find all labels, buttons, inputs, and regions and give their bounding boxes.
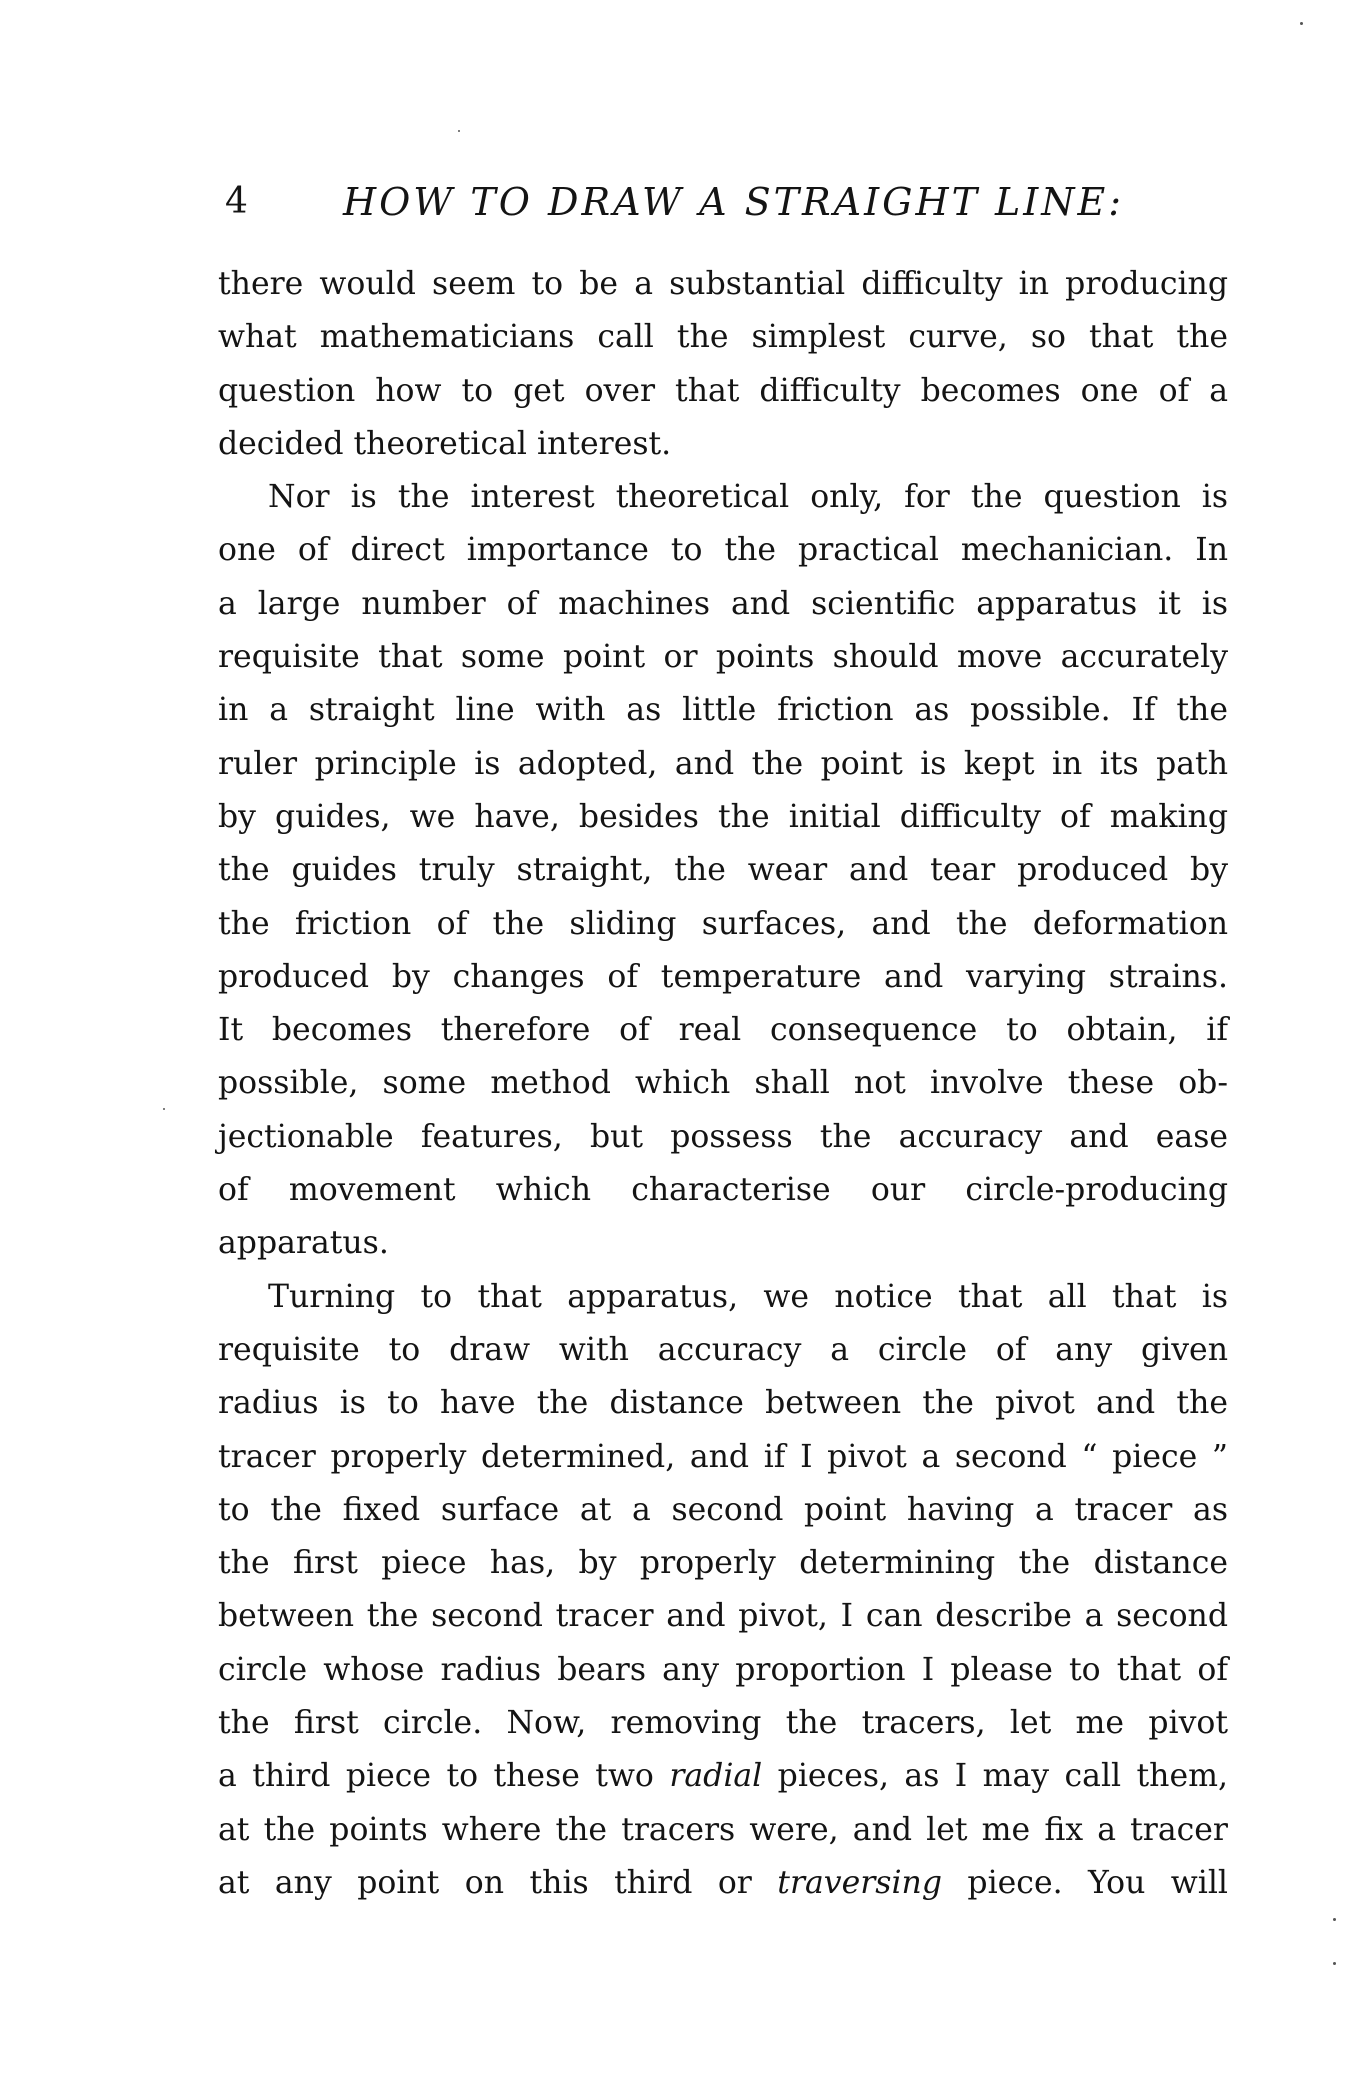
text-line: requisite that some point or points should move accurately [218, 639, 1228, 676]
scan-speck [1333, 1962, 1336, 1965]
text-line: jectionable features, but possess the accuracy and ease [218, 1118, 1228, 1155]
text-line-with-italic [218, 1750, 1228, 1803]
page-number: 4 [225, 181, 248, 222]
text-line: in a straight line with as little friction as possible. If the [218, 692, 1228, 729]
text-line: between the second tracer and pivot, I can describe a second [218, 1598, 1228, 1635]
text-line: Turning to that apparatus, we notice that all that is [268, 1278, 1228, 1315]
text-line: It becomes therefore of real consequence to obtain, if [218, 1012, 1228, 1049]
text-line: of movement which characterise our circle-producing [218, 1172, 1228, 1209]
italic-word: radial [669, 1758, 763, 1795]
text-run: piece. You will [941, 1864, 1228, 1901]
text-line: at the points where the tracers were, and let me fix a tracer [218, 1811, 1228, 1848]
scan-speck [1333, 1918, 1336, 1921]
running-head: HOW TO DRAW A STRAIGHT LINE: [343, 180, 1125, 224]
paragraph-2 [218, 471, 1228, 1270]
italic-word: traversing [777, 1864, 942, 1901]
text-run: at any point on this third or [218, 1864, 778, 1901]
text-line: to the fixed surface at a second point having a tracer as [218, 1491, 1228, 1528]
text-line: a large number of machines and scientific apparatus it is [218, 585, 1228, 622]
text-line: question how to get over that difficulty becomes one of a [218, 372, 1228, 409]
text-line: the first piece has, by properly determining the distance [218, 1545, 1228, 1582]
text-line-with-italic [218, 1857, 1228, 1910]
text-line: requisite to draw with accuracy a circle of any given [218, 1331, 1228, 1368]
scan-speck [163, 1108, 165, 1110]
body-text [218, 258, 1228, 1910]
text-line: tracer properly determined, and if I pivot a second “ piece ” [218, 1438, 1228, 1475]
text-line: the guides truly straight, the wear and tear produced by [218, 852, 1228, 889]
text-line: what mathematicians call the simplest curve, so that the [218, 319, 1228, 356]
text-line: produced by changes of temperature and varying strains. [218, 958, 1228, 995]
text-run: pieces, as I may call them, [762, 1758, 1228, 1795]
page-header [215, 172, 1230, 232]
text-line: Nor is the interest theoretical only, for the question is [268, 479, 1228, 516]
text-line: the friction of the sliding surfaces, and the deformation [218, 905, 1228, 942]
text-line: the first circle. Now, removing the tracers, let me pivot [218, 1705, 1228, 1742]
text-line: one of direct importance to the practical mechanician. In [218, 532, 1228, 569]
text-line: decided theoretical interest. [218, 425, 672, 462]
text-line: ruler principle is adopted, and the point is kept in its path [218, 745, 1228, 782]
text-line: possible, some method which shall not involve these ob- [218, 1065, 1228, 1102]
paragraph-3 [218, 1271, 1228, 1911]
text-line: there would seem to be a substantial difficulty in producing [218, 266, 1228, 302]
text-line: radius is to have the distance between the pivot and the [218, 1385, 1228, 1422]
paragraph-1 [218, 258, 1228, 471]
text-line: by guides, we have, besides the initial difficulty of making [218, 798, 1228, 835]
text-run: a third piece to these two [218, 1758, 670, 1795]
scan-speck [458, 130, 460, 132]
scan-speck [1300, 22, 1303, 25]
text-line: apparatus. [218, 1225, 389, 1262]
text-line: circle whose radius bears any proportion I please to that of [218, 1651, 1228, 1688]
